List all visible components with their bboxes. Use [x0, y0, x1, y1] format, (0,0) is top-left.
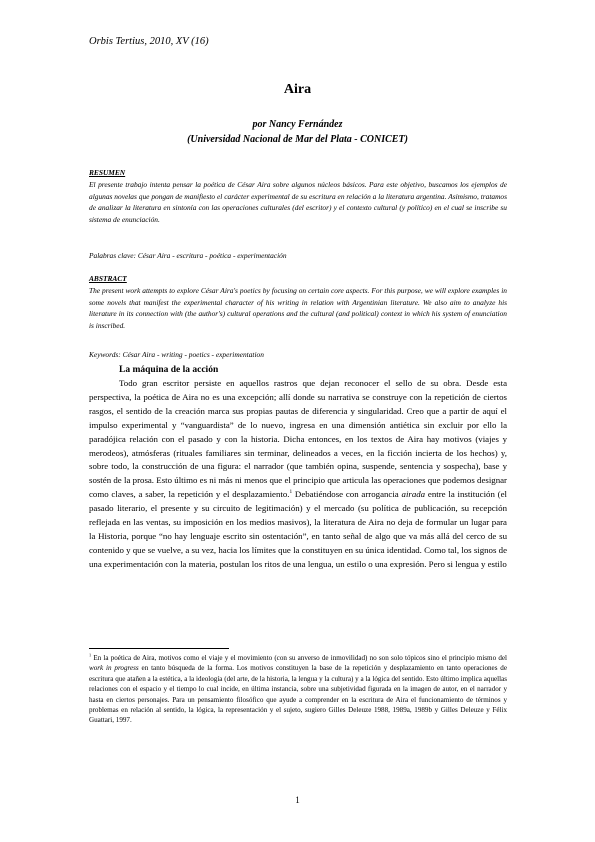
resumen-text: El presente trabajo intenta pensar la poética de César Aira sobre algunos núcleos básicos. Para este objetivo, buscamos los ejemplos de algunas novelas que pongan de manifiesto el carácter experimental de su escritura en relación a la literatura argentina. Asimismo, tratamos de analizar la literatura en sintonía con las operaciones culturales (del escritor) y el contexto cultural (y político) en el cual se inscribe su sistema de enunciación. [89, 179, 507, 225]
page-number: 1 [295, 795, 300, 805]
footnote-emphasis: work in progress [89, 664, 139, 673]
article-title: Aira [283, 82, 312, 97]
body-part-1: Todo gran escritor persiste en aquellos rastros que dejan reconocer el sello de su obra. Desde esta perspectiva, la poética de Aira no es una excepción; allí donde su narrativa se construye con la repetición de ciertos rasgos, el sentido de la creación marca sus propias pautas de diferencia y singularidad. Creo que a partir de aquí el impulso experimental y “vanguardista” de lo nuevo, ingresa en una dimensión antiética sin excluir por ello la paradójica relación con el pasado y con la historia. Dicha entonces, en los textos de Aira hay motivos (viajes y merodeos), atmósferas (rituales familiares sin terminar, delineados a veces, en la ficción incierta de los hechos) y, sobre todo, la construcción de una figura: el narrador (que también opina, suspende, sentencia y sospecha), base y sostén de la prosa. Esto último es ni más ni menos que el principio que articula las operaciones que podemos designar como claves, a saber, la repetición y el desplazamiento. [89, 378, 507, 500]
author-affiliation: (Universidad Nacional de Mar del Plata - CONICET) [187, 134, 408, 145]
abstract-label: ABSTRACT [89, 274, 127, 283]
author-block [0, 117, 595, 147]
footnote-part-2: en tanto búsqueda de la forma. Los motivos constituyen la base de la repetición y desplazamiento en tanto operaciones de escritura que atañen a la estética, a la ideología (del arte, de la historia, la lengua y la cultura) y a la lógica del sentido. Esto último implica aquellas relaciones con el espacio y el tiempo lo cual incide, en última instancia, sobre una subjetividad figurada en la imagen de autor, en el narrador y hasta en ciertos personajes. Para un pensamiento filosófico que ayude a comprender en la escritura de Aira el funcionamiento de términos y problemas en relación al sentido, la lógica, la representación y el sujeto, sugiero Gilles Deleuze 1988, 1989a, 1989b y Gilles Deleuze y Félix Guattari, 1997. [89, 664, 507, 725]
keywords: Keywords: César Aira - writing - poetics - experimentation [89, 350, 264, 359]
body-part-2: Debatiéndose con arrogancia [292, 489, 402, 500]
section-heading: La máquina de la acción [119, 365, 219, 375]
resumen-label: RESUMEN [89, 168, 126, 177]
body-paragraph [89, 377, 507, 572]
footnote [89, 653, 507, 726]
footnote-mark: 1 [89, 652, 92, 658]
abstract-text: The present work attempts to explore César Aira's poetics by focusing on certain core aspects. For this purpose, we will explore examples in some novels that manifest the experimental character of his writing in relation with Argentinian literature. We also aim to analyze his literature in its connection with (the author's) cultural operations and the cultural (and political) context in which his system of enunciation is inscribed. [89, 285, 507, 331]
author-name: por Nancy Fernández [252, 119, 343, 130]
palabras-clave: Palabras clave: César Aira - escritura - poética - experimentación [89, 251, 287, 260]
body-text [89, 377, 507, 572]
body-part-3: entre la institución (el pasado literario, el presente y su circuito de legitimación) y el mercado (su política de publicación, su recepción reflejada en las ventas, su imposición en los medios masivos), la literatura de Aira no deja de formular un lugar para la Historia, porque “no hay lenguaje escrito sin ostentación”, en tanto señal de algo que va más allá del cerco de su contenido y que se vuelve, a su vez, hacia los límites que la constituyen en su única identidad. Como tal, los signos de una experimentación con la materia, postulan los ritos de una lengua, un estilo o una expresión. Pero si lengua y estilo [89, 489, 507, 569]
footnote-divider [89, 648, 229, 649]
abstract-section [89, 273, 507, 332]
resumen-section [89, 167, 507, 226]
footnote-part-1: En la poética de Aira, motivos como el viaje y el movimiento (con su anverso de inmovilidad) no son solo tópicos sino el principio mismo del [91, 654, 507, 662]
body-emphasis-airada: airada [401, 489, 426, 500]
footnote-reference[interactable]: 1 [289, 489, 293, 496]
journal-header: Orbis Tertius, 2010, XV (16) [89, 36, 209, 47]
